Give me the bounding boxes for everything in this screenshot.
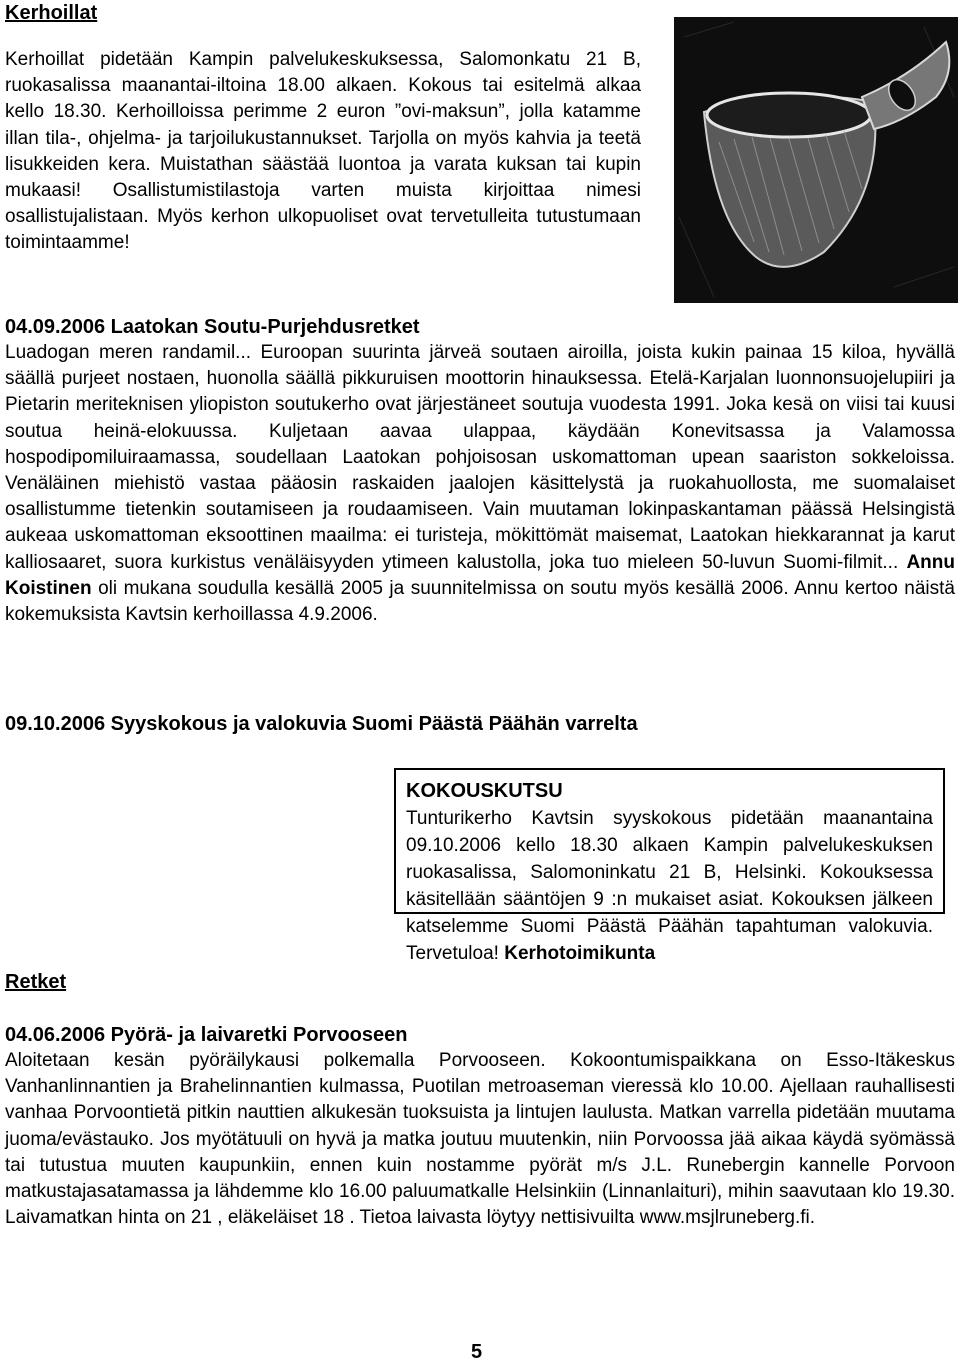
author-name: Annu Koistinen bbox=[5, 551, 955, 599]
invitation-text: Tunturikerho Kavtsin syyskokous pidetään maanantaina 09.10.2006 kello 18.30 alkaen Kampin palvelukeskuksen ruokasalissa, Salomoninkatu 21 B, Helsinki. Kokouksessa käsitellään sääntöjen 9 :n mukaiset asiat. Kokouksen jälkeen katselemme Suomi Päästä Päähän tapahtuman valokuvia. Tervetuloa! bbox=[406, 808, 933, 964]
section-title-retket: Retket bbox=[5, 971, 67, 993]
meeting-invitation-box bbox=[394, 768, 945, 964]
kuksa-cup-illustration bbox=[674, 17, 958, 303]
event-heading-laatokka: 04.09.2006 Laatokan Soutu-Purjehdusretket bbox=[5, 316, 420, 338]
event-body-laatokka-text-end: oli mukana soudulla kesällä 2005 ja suunnitelmissa on soutu myös kesällä 2006. Annu kertoo näistä kokemuksista Kavtsin kerhoillassa 4.9.2006. bbox=[5, 577, 955, 626]
kerhoillat-paragraph: Kerhoillat pidetään Kampin palvelukeskuksessa, Salomonkatu 21 B, ruokasalissa maanantai-iltoina 18.00 alkaen. Kokous tai esitelmä alkaa kello 18.30. Kerhoilloissa perimme 2 euron ”ovi-maksun”, jolla katamme illan tila-, ohjelma- ja tarjoilukustannukset. Tarjolla on myös kahvia ja teetä lisukkeiden kera. Muistathan säästää luontoa ja varata kuksan tai kupin mukaasi! Osallistumistilastoja varten muista kirjoittaa nimesi osallistujalistaan. Myös kerhon ulkopuoliset ovat tervetulleita tutustumaan toimintaamme! bbox=[5, 49, 641, 254]
event-heading-pyoraretki: 04.06.2006 Pyörä- ja laivaretki Porvooseen bbox=[5, 1024, 408, 1046]
section-title-kerhoillat: Kerhoillat bbox=[5, 2, 98, 24]
event-heading-syyskokous: 09.10.2006 Syyskokous ja valokuvia Suomi Päästä Päähän varrelta bbox=[5, 713, 638, 735]
page-number: 5 bbox=[471, 1341, 483, 1363]
event-body-pyoraretki: Aloitetaan kesän pyöräilykausi polkemalla Porvooseen. Kokoontumispaikkana on Esso-Itäkeskus Vanhanlinnantien ja Brahelinnantien kulmassa, Puotilan metroaseman vieressä klo 10.00. Ajellaan rauhallisesti vanhaa Porvoontietä pitkin nauttien alkukesän tuoksuista ja lintujen laulusta. Matkan varrella pidetään muutama juoma/evästauko. Jos myötätuuli on hyvä ja matka joutuu muutenkin, niin Porvoossa jää aikaa käydä syömässä tai tutustua muuten kaupunkiin, ennen kuin nostamme pyörät m/s J.L. Runebergin kannelle Porvoon matkustajasatamassa ja lähdemme klo 16.00 paluumatkalle Helsinkiin (Linnanlaituri), mihin saavutaan klo 19.30. Laivamatkan hinta on 21 , eläkeläiset 18 . Tietoa laivasta löytyy nettisivuilta www.msjlruneberg.fi. bbox=[5, 1050, 955, 1229]
event-body-laatokka-text: Luadogan meren randamil... Euroopan suurinta järveä soutaen airoilla, joista kukin painaa 15 kiloa, hyvällä säällä purjeet nostaen, huonolla säällä pikkuruisen moottorin hinauksessa. Etelä-Karjalan luonnonsuojelupiiri ja Pietarin meriteknisen yliopiston soutukerho ovat järjestäneet soutuja vuodesta 1991. Joka kesä on viisi tai kuusi soutua heinä-elokuussa. Kuljetaan aavaa ulappaa, käydään Konevitsassa ja Valamossa hospodipomiluiraamassa, soudellaan Laatokan pohjoisosan uskomattoman upean saariston sokkeloissa. Venäläinen miehistö vastaa pääosin raskaiden jaalojen käsittelystä ja ruokahuollosta, me suomalaiset osallistumme tietenkin soutamiseen ja roudaamiseen. Vain muutaman lokinpaskantaman päässä Helsingistä aukeaa uskomattoman eksoottinen maailma: ei turisteja, mökittömät maisemat, Laatokan hiekkarannat ja karut kalliosaaret, suora kurkistus venäläisyyden ytimeen kalustolla, joka tuo mieleen 50-luvun Suomi-filmit... bbox=[5, 342, 955, 573]
event-body-laatokka bbox=[5, 340, 955, 628]
invitation-body bbox=[406, 805, 933, 967]
invitation-signature: Kerhotoimikunta bbox=[504, 943, 656, 964]
invitation-title: KOKOUSKUTSU bbox=[406, 780, 563, 802]
